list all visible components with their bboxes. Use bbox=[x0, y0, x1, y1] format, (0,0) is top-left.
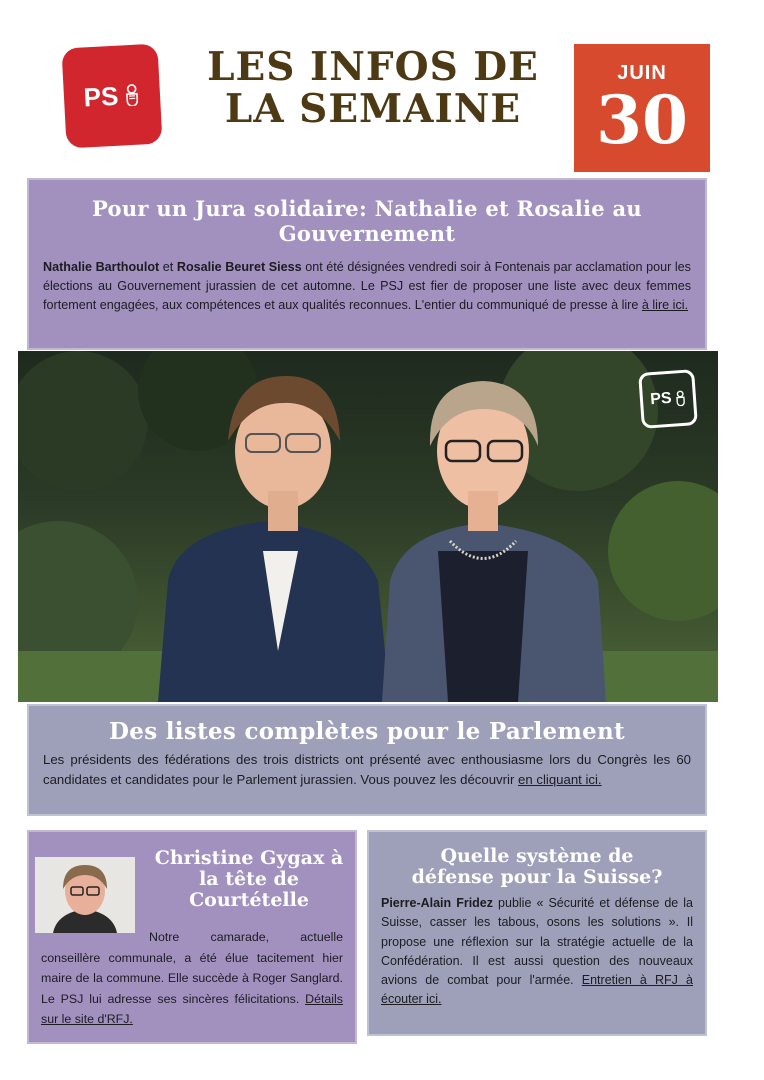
candidate-name-2: Rosalie Beuret Siess bbox=[176, 260, 302, 274]
article-christine-gygax bbox=[27, 830, 357, 1044]
article-body bbox=[43, 750, 691, 790]
article-body bbox=[381, 894, 693, 1010]
article-body bbox=[43, 258, 691, 315]
photo-logo-text: PS bbox=[649, 389, 673, 409]
article-title: Des listes complètes pour le Parlement bbox=[109, 718, 625, 745]
article-jura-solidaire bbox=[27, 178, 707, 350]
rfj-interview-link[interactable]: Entretien à RFJ à écouter ici. bbox=[381, 973, 693, 1007]
article-title: Pour un Jura solidaire: Nathalie et Rosalie au Gouvernement bbox=[91, 196, 643, 246]
title-line-2: LA SEMAINE bbox=[224, 86, 522, 132]
article-title: Christine Gygax à la tête de Courtételle bbox=[154, 847, 344, 911]
newsletter-title bbox=[178, 46, 568, 130]
rfj-details-link[interactable]: Détails sur le site d'RFJ. bbox=[41, 991, 343, 1026]
article-body bbox=[41, 927, 343, 1030]
press-release-link[interactable]: à lire ici. bbox=[641, 298, 689, 312]
christine-gygax-portrait bbox=[35, 857, 135, 933]
article-body-text: ont été désignées vendredi soir à Fontenais par acclamation pour les élections au Gouvernement jurassien de cet automne. Le PSJ est fier de proposer une liste avec deux femmes fortement engagées, aux compétences et aux qualités reconnues. L'entier du communiqué de presse à lire bbox=[43, 260, 691, 312]
ps-logo-text: PS bbox=[82, 80, 120, 112]
date-badge bbox=[574, 44, 710, 172]
article-defense-suisse bbox=[367, 830, 707, 1036]
title-line-1: LES INFOS DE bbox=[207, 44, 539, 90]
article-body-text: Les présidents des fédérations des trois districts ont présenté avec enthousiasme lors du Congrès les 60 candidates et candidates pour le Parlement jurassien. Vous pouvez les découvrir bbox=[43, 752, 691, 787]
rose-fist-icon bbox=[674, 390, 686, 407]
connector-text: et bbox=[159, 260, 177, 274]
candidate-name-1: Nathalie Barthoulot bbox=[43, 260, 160, 274]
date-day: 30 bbox=[596, 81, 688, 159]
photo-ps-logo bbox=[638, 369, 698, 429]
candidates-photo bbox=[18, 351, 718, 702]
article-title: Quelle système de défense pour la Suisse? bbox=[411, 845, 663, 888]
ps-logo bbox=[61, 44, 162, 149]
date-month: JUIN bbox=[617, 62, 667, 84]
candidates-photo-image bbox=[18, 351, 718, 702]
article-listes-parlement bbox=[27, 704, 707, 816]
candidates-link[interactable]: en cliquant ici. bbox=[518, 772, 602, 787]
article-body-text: Notre camarade, actuelle conseillère communale, a été élue tacitement hier maire de la commune. Elle succède à Roger Sanglard. Le PSJ lui adresse ses sincères félicitations. bbox=[41, 930, 343, 1006]
article-body-text: publie « Sécurité et défense de la Suisse, casser les tabous, osons les solutions ». Il propose une réflexion sur la stratégie actuelle de la Confédération. Il est aussi question des nouveaux avions de combat pour l'armée. bbox=[381, 896, 693, 988]
author-name: Pierre-Alain Fridez bbox=[381, 896, 494, 910]
rose-fist-icon bbox=[124, 84, 141, 107]
